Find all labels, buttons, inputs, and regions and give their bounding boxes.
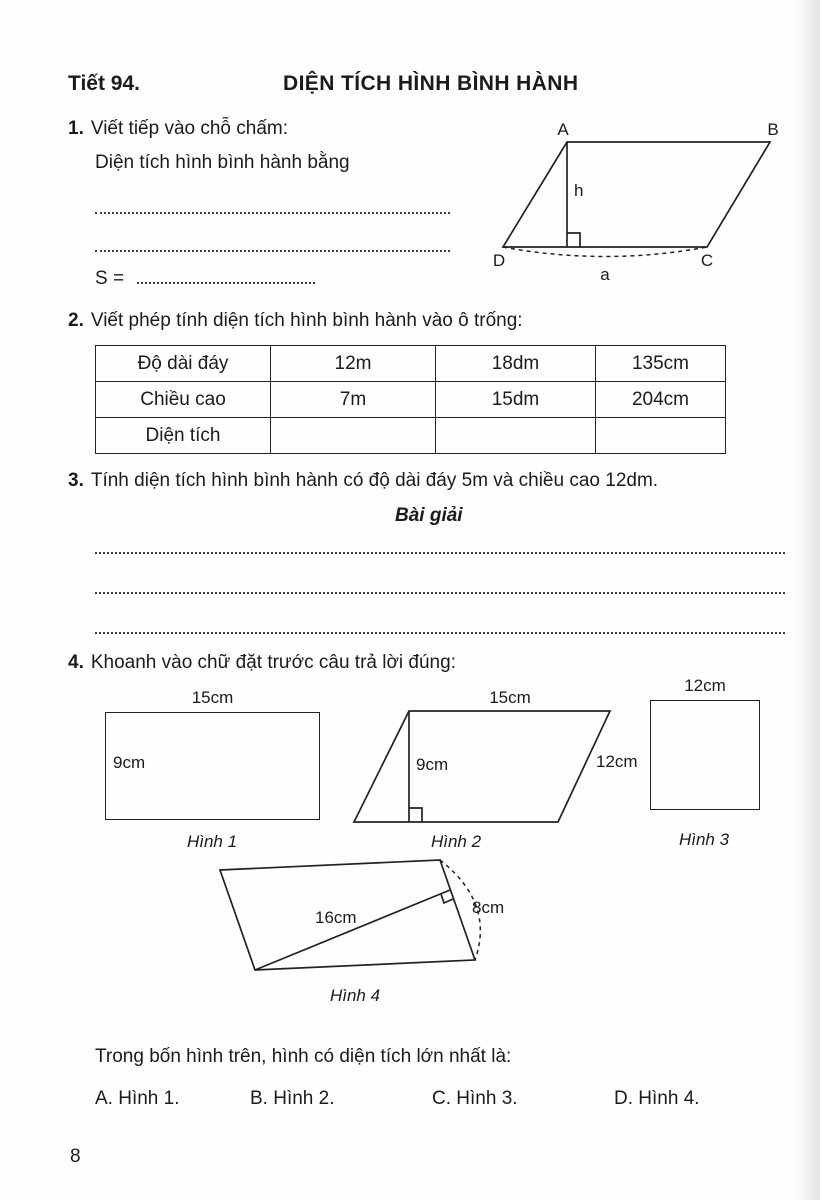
exercise3-prompt-text: Tính diện tích hình bình hành có độ dài đáy 5m và chiều cao 12dm. <box>90 470 659 491</box>
fig4-base-label: 16cm <box>315 908 357 927</box>
height-value-1: 7m <box>271 382 436 418</box>
option-d: D. Hình 4. <box>614 1088 700 1109</box>
solution-heading: Bài giải <box>395 505 463 526</box>
height-value-2: 15dm <box>436 382 596 418</box>
table-row <box>96 346 726 382</box>
area-blank-1 <box>271 418 436 454</box>
answer-line-1 <box>95 212 450 214</box>
exercise4-number: 4. <box>68 652 84 673</box>
lesson-number: Tiết 94. <box>68 72 140 95</box>
fig4-height-line <box>255 890 450 970</box>
solution-line-3 <box>95 632 785 634</box>
fig4-right-angle-marker <box>441 894 453 903</box>
right-angle-marker <box>567 233 580 247</box>
parallelogram-shape <box>503 142 770 247</box>
fig4-side-label: 8cm <box>472 898 505 917</box>
vertex-label-a: A <box>557 120 569 139</box>
exercise4-prompt-text: Khoanh vào chữ đặt trước câu trả lời đúng: <box>90 652 456 673</box>
exercise1-prompt-text: Viết tiếp vào chỗ chấm: <box>90 118 289 139</box>
formula-answer-line <box>137 268 315 284</box>
exercise1-statement: Diện tích hình bình hành bằng <box>95 152 350 173</box>
area-table <box>95 345 726 454</box>
exercise2-prompt <box>68 310 523 332</box>
page-title: DIỆN TÍCH HÌNH BÌNH HÀNH <box>283 72 579 95</box>
fig4-parallelogram <box>205 856 525 984</box>
row-header-area: Diện tích <box>96 418 271 454</box>
exercise3-number: 3. <box>68 470 84 491</box>
table-row <box>96 382 726 418</box>
exercise1-number: 1. <box>68 118 84 139</box>
fig1-side-label: 9cm <box>113 753 146 772</box>
exercise4-prompt <box>68 652 456 674</box>
fig3-side-label: 12cm <box>596 752 638 771</box>
exercise1-prompt <box>68 118 288 140</box>
row-header-base: Độ dài đáy <box>96 346 271 382</box>
answer-line-2 <box>95 250 450 252</box>
page-number: 8 <box>70 1146 81 1167</box>
fig2-caption: Hình 2 <box>430 832 482 851</box>
parallelogram-diagram <box>492 120 795 284</box>
table-row <box>96 418 726 454</box>
final-question: Trong bốn hình trên, hình có diện tích lớn nhất là: <box>95 1046 512 1067</box>
fig2-right-angle-marker <box>409 808 422 822</box>
solution-line-2 <box>95 592 785 594</box>
height-label: h <box>574 181 584 200</box>
fig3-square <box>650 700 760 810</box>
height-value-3: 204cm <box>596 382 726 418</box>
base-value-3: 135cm <box>596 346 726 382</box>
formula-line <box>95 268 315 290</box>
option-a: A. Hình 1. <box>95 1088 180 1109</box>
fig3-top-label: 12cm <box>684 676 726 695</box>
fig2-parallelogram <box>352 708 617 826</box>
fig2-top-label: 15cm <box>489 688 531 707</box>
base-value-2: 18dm <box>436 346 596 382</box>
vertex-label-c: C <box>700 251 714 270</box>
option-b: B. Hình 2. <box>250 1088 335 1109</box>
page-edge-shade <box>794 0 820 1200</box>
solution-line-1 <box>95 552 785 554</box>
fig1-caption: Hình 1 <box>186 832 238 851</box>
base-value-1: 12m <box>271 346 436 382</box>
area-blank-2 <box>436 418 596 454</box>
exercise2-prompt-text: Viết phép tính diện tích hình bình hành vào ô trống: <box>90 310 523 331</box>
exercise2-number: 2. <box>68 310 84 331</box>
option-c: C. Hình 3. <box>432 1088 518 1109</box>
fig3-caption: Hình 3 <box>678 830 730 849</box>
vertex-label-b: B <box>767 120 779 139</box>
fig1-top-label: 15cm <box>191 688 234 707</box>
formula-label: S = <box>95 268 125 289</box>
row-header-height: Chiều cao <box>96 382 271 418</box>
base-label: a <box>600 265 610 284</box>
fig2-height-label: 9cm <box>416 755 449 774</box>
base-dashed-arc <box>503 247 707 257</box>
exercise3-prompt <box>68 470 658 492</box>
area-blank-3 <box>596 418 726 454</box>
fig4-caption: Hình 4 <box>329 986 381 1005</box>
vertex-label-d: D <box>492 251 506 270</box>
fig2-shape <box>354 711 610 822</box>
